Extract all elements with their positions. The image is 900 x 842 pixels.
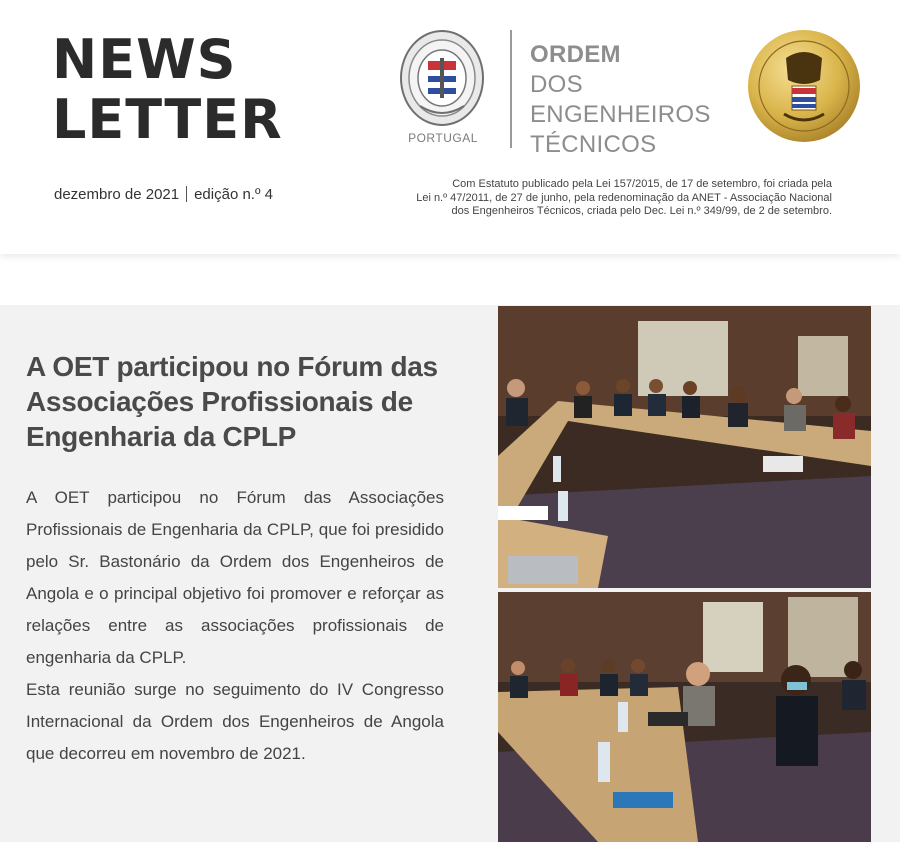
org-word-dos: DOS <box>530 71 583 98</box>
seal-caption: PORTUGAL <box>408 131 478 145</box>
statute-notice <box>400 178 832 219</box>
meeting-photo-1 <box>498 306 871 588</box>
edition-number: edição n.º 4 <box>194 186 273 203</box>
org-line-2: ENGENHEIROS <box>530 101 711 128</box>
article-headline: A OET participou no Fórum das Associações Profissionais de Engenharia da CPLP <box>26 351 438 452</box>
org-line-1 <box>530 40 711 100</box>
meeting-photo-2 <box>498 592 871 842</box>
article-paragraph-1: A OET participou no Fórum das Associações Profissionais de Engenharia da CPLP, que foi presidido pelo Sr. Bastonário da Ordem dos Engenheiros de Angola e o principal objetivo foi promover e reforçar as relações entre as associações profissionais de engenharia da CPLP. <box>26 488 444 667</box>
title-line-news: NEWS <box>52 28 237 91</box>
organization-name <box>530 40 711 160</box>
statute-line-1: Com Estatuto publicado pela Lei 157/2015, de 17 de setembro, foi criada pela <box>452 178 832 190</box>
edition-date: dezembro de 2021 <box>54 186 180 203</box>
statute-line-3: dos Engenheiros Técnicos, criada pelo Dec. Lei n.º 349/99, de 2 de setembro. <box>451 205 832 217</box>
org-word-ordem: ORDEM <box>530 41 621 68</box>
oet-seal-icon <box>398 28 486 138</box>
title-line-letter: LETTER <box>52 88 283 151</box>
article-section <box>0 305 900 842</box>
statute-line-2: Lei n.º 47/2011, de 27 de junho, pela redenominação da ANET - Associação Nacional <box>416 191 832 204</box>
header-divider <box>510 30 512 148</box>
gold-medal-icon <box>746 28 862 144</box>
newsletter-header <box>0 0 900 254</box>
edition-info <box>54 186 273 203</box>
article-paragraph-2: Esta reunião surge no seguimento do IV Congresso Internacional da Ordem dos Engenheiros de Angola que decorreu em novembro de 2021. <box>26 680 444 763</box>
org-line-3: TÉCNICOS <box>530 131 657 158</box>
meeting-photo-2-image <box>498 592 871 842</box>
article-body <box>26 482 444 770</box>
edition-separator <box>186 186 187 202</box>
meeting-photo-1-image <box>498 306 871 588</box>
newsletter-title <box>52 30 283 150</box>
